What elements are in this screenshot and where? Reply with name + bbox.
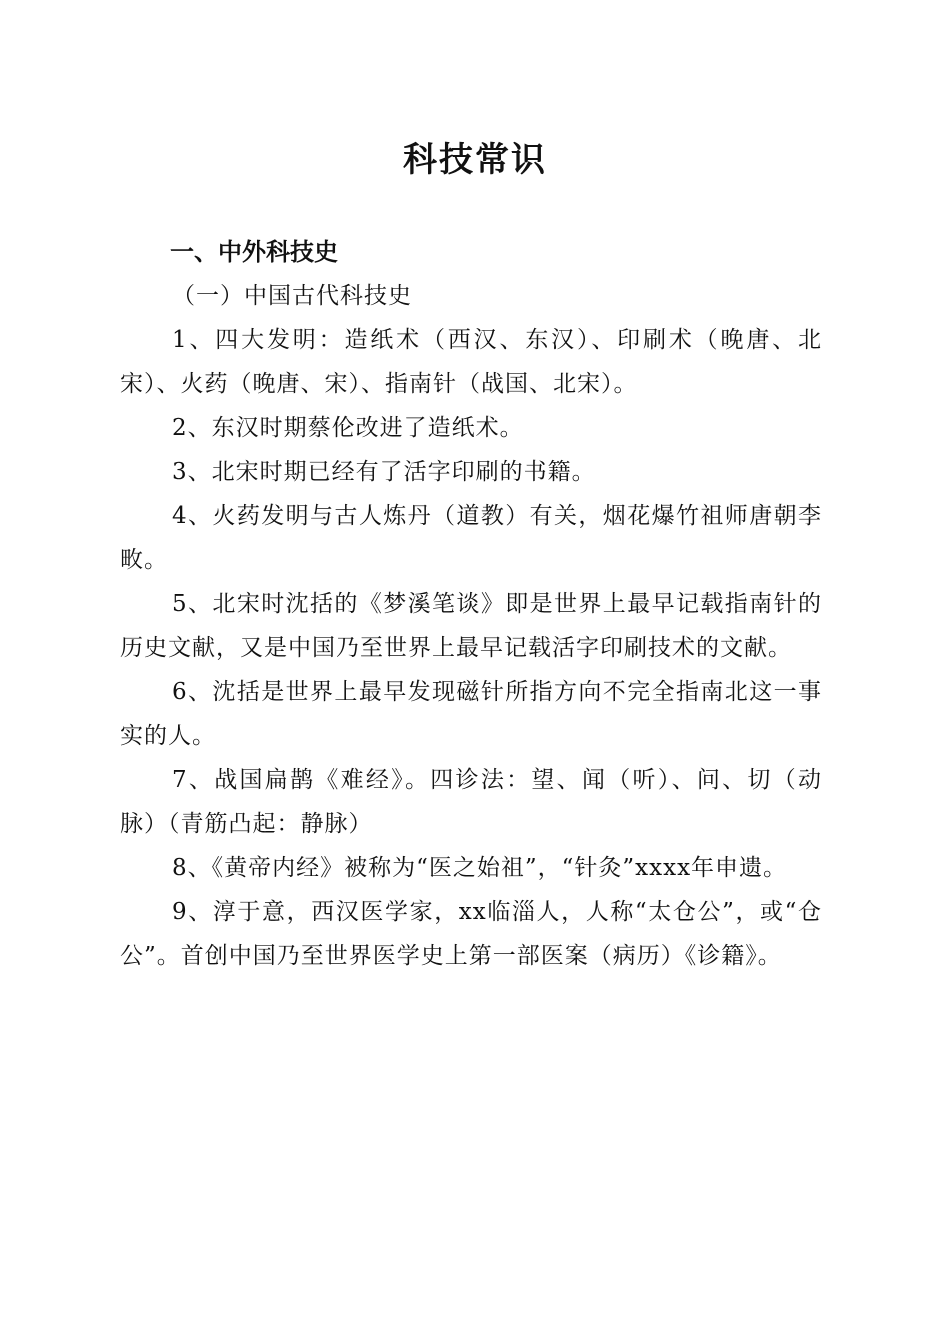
paragraph-6: 6、沈括是世界上最早发现磁针所指方向不完全指南北这一事实的人。 <box>120 679 822 749</box>
section-heading: 一、中外科技史 <box>170 238 338 266</box>
paragraph-2: 2、东汉时期蔡伦改进了造纸术。 <box>172 415 524 441</box>
paragraph-5: 5、北宋时沈括的《梦溪笔谈》即是世界上最早记载指南针的历史文献，又是中国乃至世界上最早记载活字印刷技术的文献。 <box>120 591 822 661</box>
document-title: 科技常识 <box>403 140 547 180</box>
paragraph-7: 7、战国扁鹊《难经》。四诊法：望、闻（听）、问、切（动脉）（青筋凸起：静脉） <box>120 767 822 837</box>
paragraph-3: 3、北宋时期已经有了活字印刷的书籍。 <box>172 459 596 485</box>
subsection-heading: （一）中国古代科技史 <box>172 283 412 309</box>
paragraph-4: 4、火药发明与古人炼丹（道教）有关，烟花爆竹祖师唐朝李畋。 <box>120 503 822 573</box>
paragraph-9: 9、淳于意，西汉医学家，xx临淄人，人称“太仓公”，或“仓公”。首创中国乃至世界医学史上第一部医案（病历）《诊籍》。 <box>120 899 822 969</box>
paragraph-1: 1、四大发明：造纸术（西汉、东汉）、印刷术（晚唐、北宋）、火药（晚唐、宋）、指南针（战国、北宋）。 <box>120 327 822 397</box>
paragraph-8: 8、《黄帝内经》被称为“医之始祖”，“针灸”xxxx年申遗。 <box>172 855 788 881</box>
document-body <box>120 230 822 978</box>
